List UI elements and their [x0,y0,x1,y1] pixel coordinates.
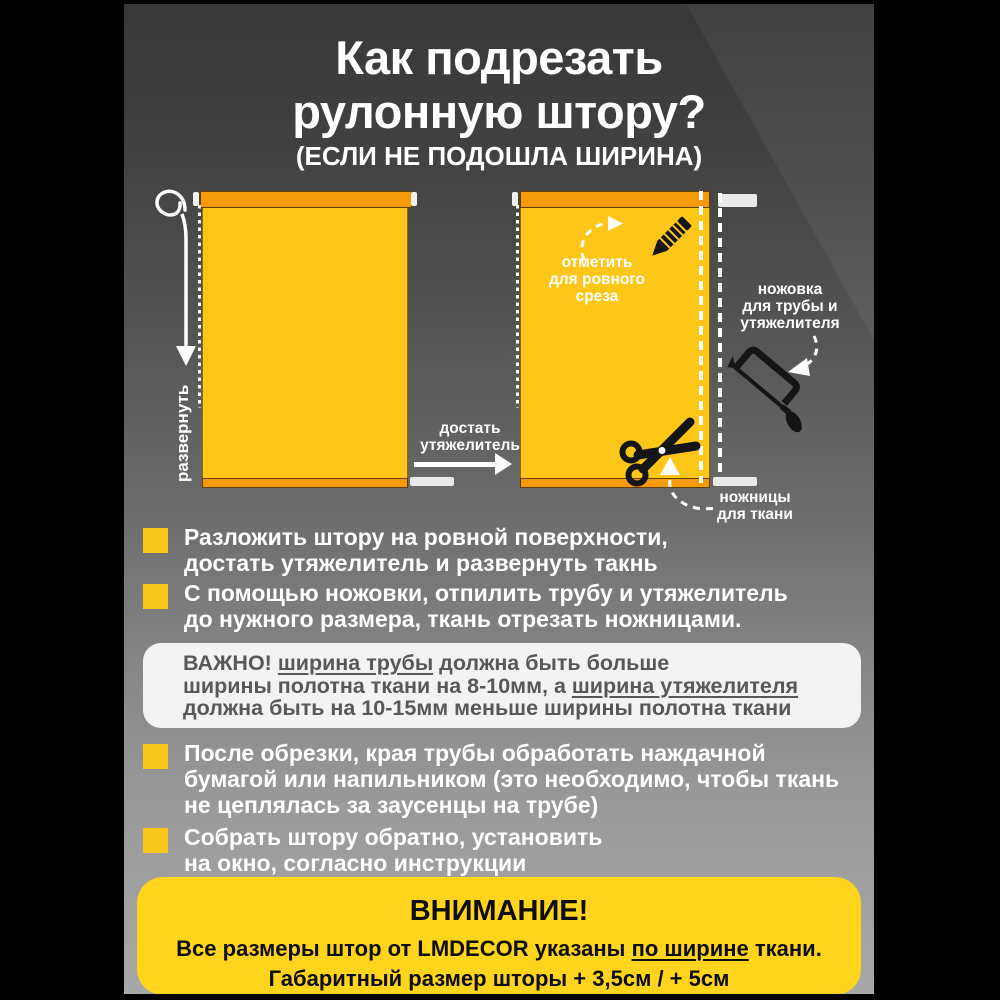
scissors-label: ножницы для ткани [717,489,793,523]
frame-bottom [0,994,1000,1000]
blind-left-bottom-bar [202,478,408,488]
step-bullet-square [143,584,168,609]
page-subtitle: (ЕСЛИ НЕ ПОДОШЛА ШИРИНА) [295,141,703,171]
scissors-pointer-arrowhead [660,457,680,475]
pull-weight-label: достать утяжелитель [420,420,520,454]
right-arrowhead-icon [495,453,512,475]
note-line-1: ВАЖНО! ширина трубы должна быть больше [183,651,670,675]
step-text: С помощью ножовки, отпилить трубу и утяжелитель до нужного размера, ткань отрезать ножницами. [184,580,788,632]
step-item-3 [143,740,839,818]
attention-box [137,877,861,995]
mark-arrowhead-icon [608,216,623,231]
content-area [124,0,874,1000]
blind-right-tube-cap-left [512,192,518,206]
blind-left-fabric [202,207,408,478]
step-item-1 [143,524,668,576]
hacksaw-icon [716,338,818,440]
blind-left-tube-cap-right [411,192,417,206]
attention-line-2: Габаритный размер шторы + 3,5см / + 5см [268,966,730,991]
page-title-line1: Как подрезать [335,31,663,84]
attention-title: ВНИМАНИЕ! [409,895,589,927]
step-bullet-square [143,744,168,769]
down-arrowhead-icon [176,346,196,366]
chain-loop-icon [157,191,185,215]
note-line-2: ширины полотна ткани на 8-10мм, а ширина утяжелителя [183,673,799,698]
step-bullet-square [143,828,168,853]
weight-bar-pulled-out [410,477,454,486]
unroll-arrow-icon [152,186,200,382]
pull-weight-arrow-shaft [414,462,496,467]
important-note-box [143,643,861,728]
attention-line-1: Все размеры штор от LMDECOR указаны по ширине ткани. [176,936,822,961]
blind-left-tube-bar [200,191,412,208]
frame-top [0,0,1000,4]
blind-right-chain [516,205,519,408]
step-item-4 [143,824,602,876]
tube-extension-piece [718,194,757,207]
hacksaw-label: ножовка для трубы и утяжелителя [740,281,840,332]
step-text: Разложить штору на ровной поверхности, достать утяжелитель и развернуть такнь [184,524,668,576]
mark-label: отметить для ровного среза [548,254,646,305]
step-text: Собрать штору обратно, установить на окно, согласно инструкции [184,824,603,876]
unroll-label: развернуть [173,384,192,482]
note-line-3: должна быть на 10-15мм меньше ширины полотна ткани [183,696,792,720]
step-bullet-square [143,528,168,553]
step-text: После обрезки, края трубы обработать наждачной бумагой или напильником (это необходимо, чтобы ткань не цеплялась за заусенцы на трубе) [184,740,840,818]
page-title-line2: рулонную штору? [292,85,706,138]
step-item-2 [143,580,788,632]
